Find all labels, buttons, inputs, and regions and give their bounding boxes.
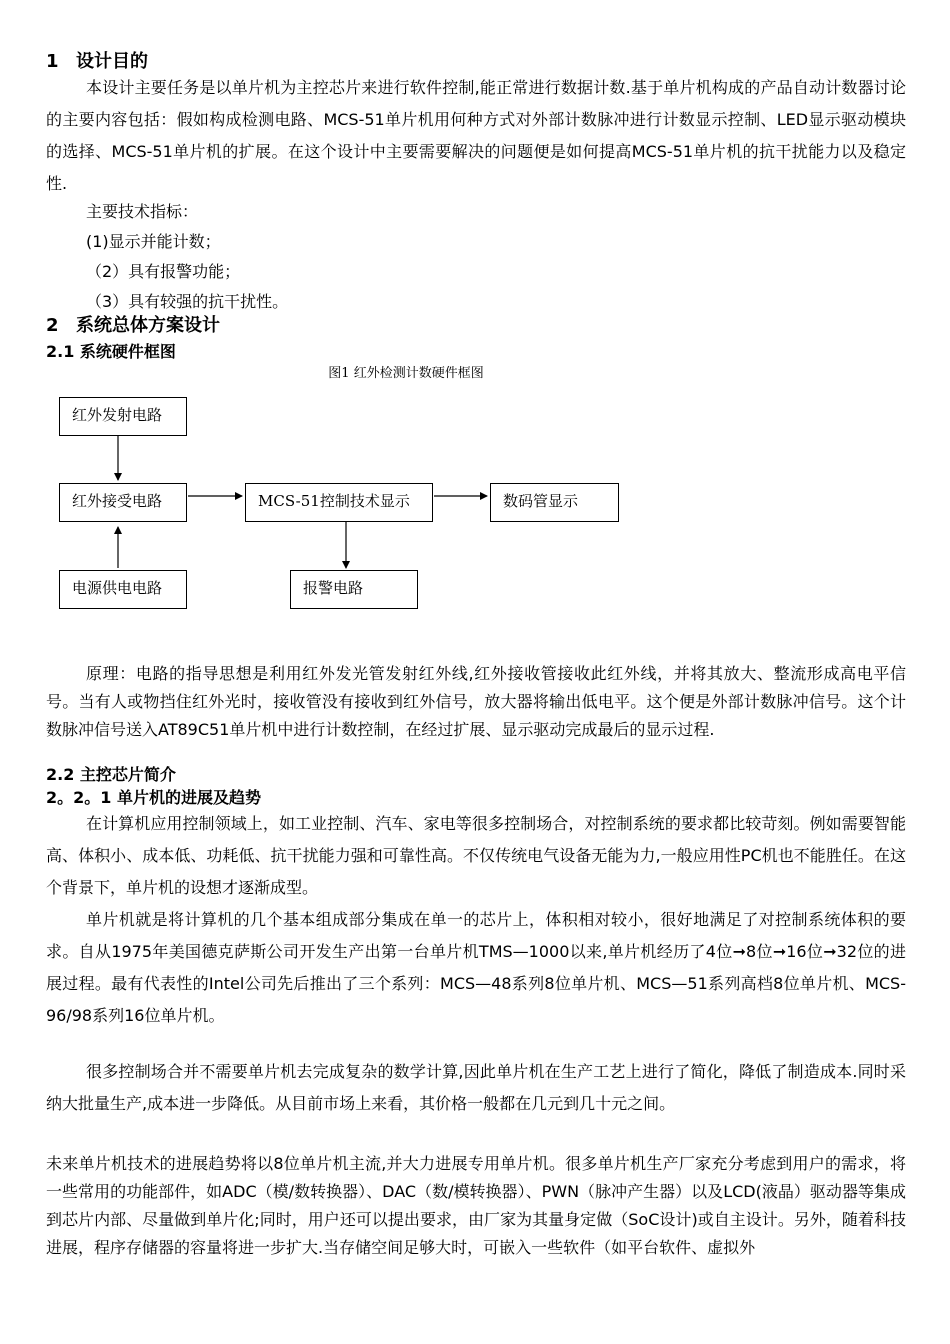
body-paragraph: 很多控制场合并不需要单片机去完成复杂的数学计算,因此单片机在生产工艺上进行了简化，降低了制造成本.同时采纳大批量生产,成本进一步降低。从目前市场上来看，其价格一般都在几元到几十元之间。 bbox=[46, 1062, 906, 1113]
box-led-display: 数码管显示 bbox=[490, 483, 619, 522]
box-mcu-control: MCS-51控制技术显示 bbox=[245, 483, 433, 522]
subsection-2-2-1-heading: 2。2。1 单片机的进展及趋势 bbox=[46, 788, 261, 807]
subsection-2-2-heading: 2.2 主控芯片简介 bbox=[46, 765, 176, 784]
trend-paragraph: 未来单片机技术的进展趋势将以8位单片机主流,并大力进展专用单片机。很多单片机生产厂家充分考虑到用户的需求，将一些常用的功能部件，如ADC（模/数转换器）、DAC（数/模转换器）、PWN（脉冲产生器）以及LCD(液晶）驱动器等集成到芯片内部、尽量做到单片化;同时，用户还可以提出要求，由厂家为其量身定做（SoC设计)或自主设计。另外，随着科技进展，程序存储器的容量将进一步扩大.当存储空间足够大时，可嵌入一些软件（如平台软件、虚拟外 bbox=[46, 1154, 906, 1257]
box-power-supply: 电源供电电路 bbox=[59, 570, 187, 609]
box-ir-receiver: 红外接受电路 bbox=[59, 483, 187, 522]
body-paragraph: 单片机就是将计算机的几个基本组成部分集成在单一的芯片上，体积相对较小，很好地满足了对控制系统体积的要求。自从1975年美国德克萨斯公司开发生产出第一台单片机TMS—1000以来,单片机经历了4位➞8位➞16位➞32位的进展过程。最有代表性的Intel公司先后推出了三个系列：MCS—48系列8位单片机、MCS—51系列高档8位单片机、MCS-96/98系列16位单片机。 bbox=[46, 910, 906, 1025]
indicator-item: （2）具有报警功能； bbox=[86, 262, 241, 281]
diagram-connectors bbox=[0, 0, 950, 640]
box-ir-emitter: 红外发射电路 bbox=[59, 397, 187, 436]
box-alarm-circuit: 报警电路 bbox=[290, 570, 418, 609]
section-1-title: 设计目的 bbox=[76, 51, 148, 72]
indicator-item: （3）具有较强的抗干扰性。 bbox=[86, 292, 289, 311]
section-1-paragraph: 本设计主要任务是以单片机为主控芯片来进行软件控制,能正常进行数据计数.基于单片机构成的产品自动计数器讨论的主要内容包括：假如构成检测电路、MCS-51单片机用何种方式对外部计数脉冲进行计数显示控制、LED显示驱动模块的选择、MCS-51单片机的扩展。在这个设计中主要需要解决的问题便是如何提高MCS-51单片机的抗干扰能力以及稳定性. bbox=[46, 78, 906, 193]
figure-caption: 图1 红外检测计数硬件框图 bbox=[328, 366, 484, 381]
body-paragraph: 在计算机应用控制领域上，如工业控制、汽车、家电等很多控制场合，对控制系统的要求都比较苛刻。例如需要智能高、体积小、成本低、功耗低、抗干扰能力强和可靠性高。不仅传统电气设备无能为力,一般应用性PC机也不能胜任。在这个背景下，单片机的设想才逐渐成型。 bbox=[46, 814, 906, 897]
section-1-number: 1 bbox=[46, 51, 59, 72]
principle-paragraph: 原理：电路的指导思想是利用红外发光管发射红外线,红外接收管接收此红外线，并将其放大、整流形成高电平信号。当有人或物挡住红外光时，接收管没有接收到红外信号，放大器将输出低电平。这个便是外部计数脉冲信号。这个计数脉冲信号送入AT89C51单片机中进行计数控制，在经过扩展、显示驱动完成最后的显示过程. bbox=[46, 664, 906, 739]
section-2-number: 2 bbox=[46, 315, 59, 336]
section-2-title: 系统总体方案设计 bbox=[76, 315, 220, 336]
indicators-label: 主要技术指标： bbox=[86, 202, 199, 221]
subsection-2-1-heading: 2.1 系统硬件框图 bbox=[46, 342, 176, 361]
indicator-item: (1)显示并能计数； bbox=[86, 232, 221, 251]
